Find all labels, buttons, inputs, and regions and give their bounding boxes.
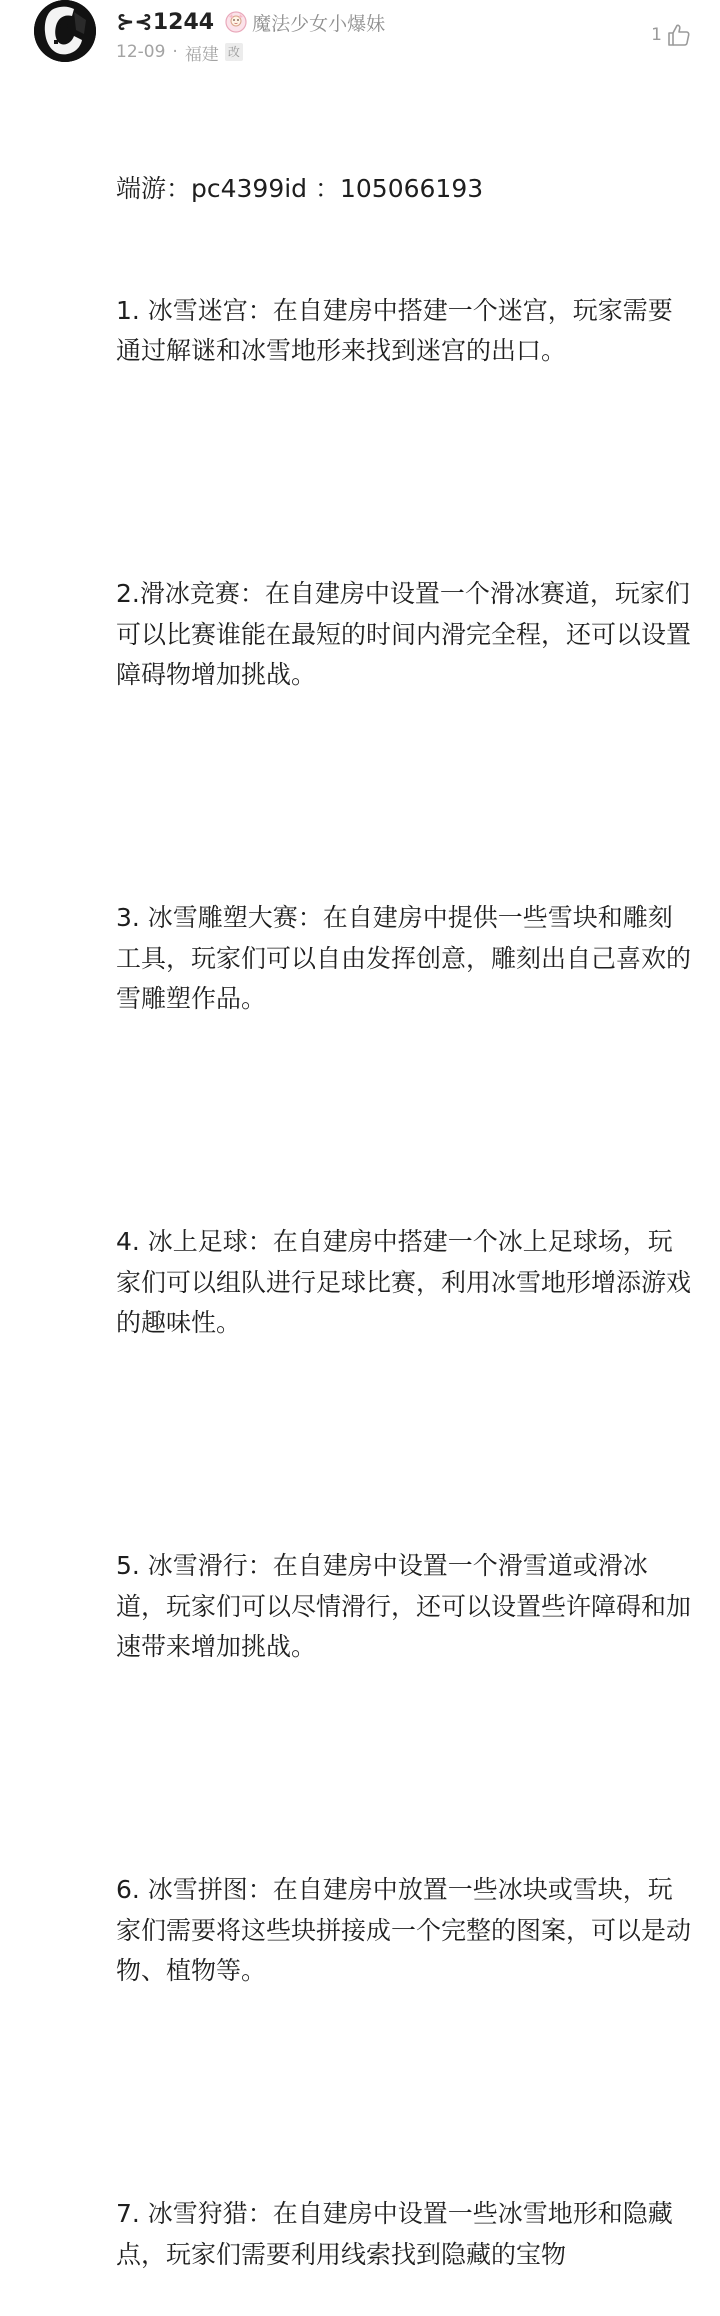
paragraph-gap bbox=[116, 1425, 696, 1466]
paragraph-gap bbox=[116, 2073, 696, 2114]
list-item: 1. 冰雪迷宫：在自建房中搭建一个迷宫，玩家需要通过解谜和冰雪地形来找到迷宫的出口。 bbox=[116, 295, 673, 365]
medal-icon bbox=[224, 10, 248, 34]
meta-separator: · bbox=[172, 42, 178, 62]
intro-line: 端游：pc4399id ：105066193 bbox=[116, 174, 484, 203]
comment-text bbox=[116, 88, 696, 2316]
list-item: 5. 冰雪滑行：在自建房中设置一个滑雪道或滑冰道，玩家们可以尽情滑行，还可以设置些许障碍和加速带来增加挑战。 bbox=[116, 1551, 692, 1661]
comment-meta bbox=[116, 38, 243, 66]
comment-date: 12-09 bbox=[116, 42, 166, 62]
list-item: 6. 冰雪拼图：在自建房中放置一些冰块或雪块，玩家们需要将这些块拼接成一个完整的图案，可以是动物、植物等。 bbox=[116, 1875, 692, 1985]
paragraph-gap bbox=[116, 777, 696, 818]
username[interactable]: ⊱⊰1244 bbox=[116, 9, 215, 35]
avatar-image bbox=[34, 0, 96, 62]
like-count: 1 bbox=[651, 25, 662, 45]
paragraph-gap bbox=[116, 1749, 696, 1790]
list-item: 7. 冰雪狩猎：在自建房中设置一些冰雪地形和隐藏点，玩家们需要利用线索找到隐藏的宝物 bbox=[116, 2199, 673, 2269]
comment-location: 福建 bbox=[184, 44, 219, 65]
list-item: 4. 冰上足球：在自建房中搭建一个冰上足球场，玩家们可以组队进行足球比赛，利用冰雪地形增添游戏的趣味性。 bbox=[116, 1227, 692, 1337]
like-button[interactable] bbox=[651, 20, 692, 50]
list-item: 3. 冰雪雕塑大赛：在自建房中提供一些雪块和雕刻工具，玩家们可以自由发挥创意，雕刻出自己喜欢的雪雕塑作品。 bbox=[116, 903, 692, 1013]
user-info-line bbox=[116, 6, 385, 38]
medal-name: 魔法少女小爆妹 bbox=[252, 12, 386, 35]
paragraph-gap bbox=[116, 453, 696, 494]
thumbs-up-icon[interactable] bbox=[666, 22, 692, 48]
edited-tag: 改 bbox=[225, 43, 243, 61]
list-item: 2.滑冰竞赛：在自建房中设置一个滑冰赛道，玩家们可以比赛谁能在最短的时间内滑完全程，还可以设置障碍物增加挑战。 bbox=[116, 579, 692, 689]
user-avatar[interactable] bbox=[34, 0, 96, 62]
paragraph-gap bbox=[116, 1101, 696, 1142]
